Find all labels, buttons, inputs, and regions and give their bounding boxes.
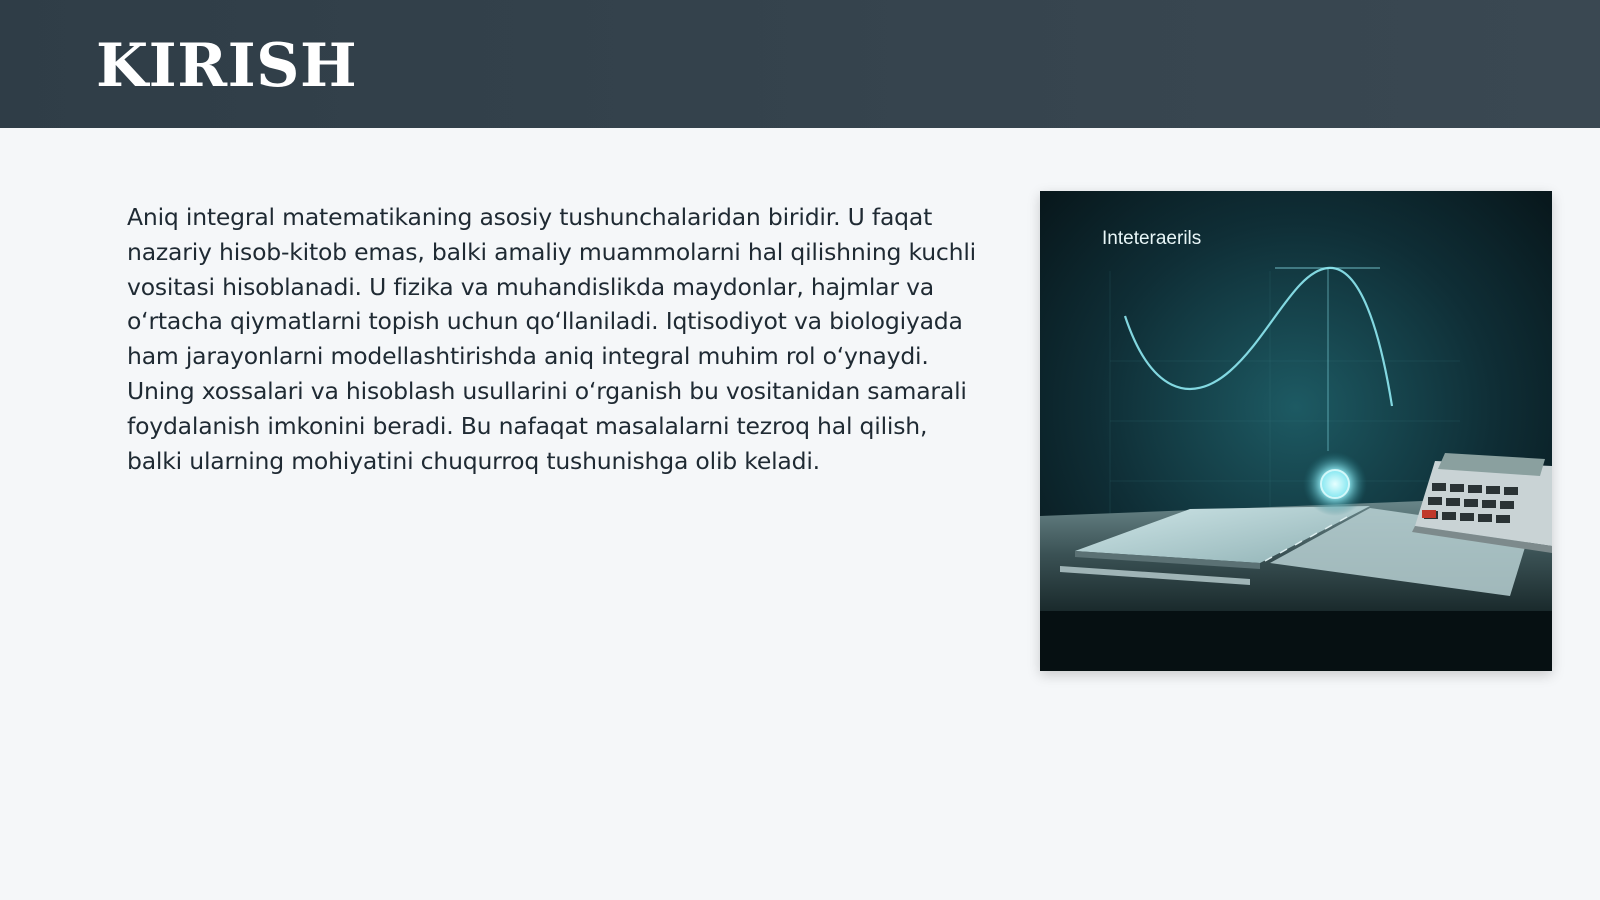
slide-header (0, 0, 1600, 128)
slide-title: KIRISH (96, 31, 358, 101)
glowing-orb (1303, 452, 1367, 516)
board-label: Inteteraerils (1102, 228, 1202, 249)
slide-paragraph: Aniq integral matematikaning asosiy tushunchalaridan biridir. U faqat nazariy hisob-kitob emas, balki amaliy muammolarni hal qilishning kuchli vositasi hisoblanadi. U fizika va muhandislikda maydonlar, hajmlar va oʻrtacha qiymatlarni topish uchun qoʻllaniladi. Iqtisodiyot va biologiyada ham jarayonlarni modellashtirishda aniq integral muhim rol oʻynaydi. Uning xossalari va hisoblash usullarini oʻrganish bu vositanidan samarali foydalanish imkonini beradi. Bu nafaqat masalalarni tezroq hal qilish, balki ularning mohiyatini chuqurroq tushunishga olib keladi. (127, 203, 976, 475)
integral-illustration (1040, 191, 1552, 671)
